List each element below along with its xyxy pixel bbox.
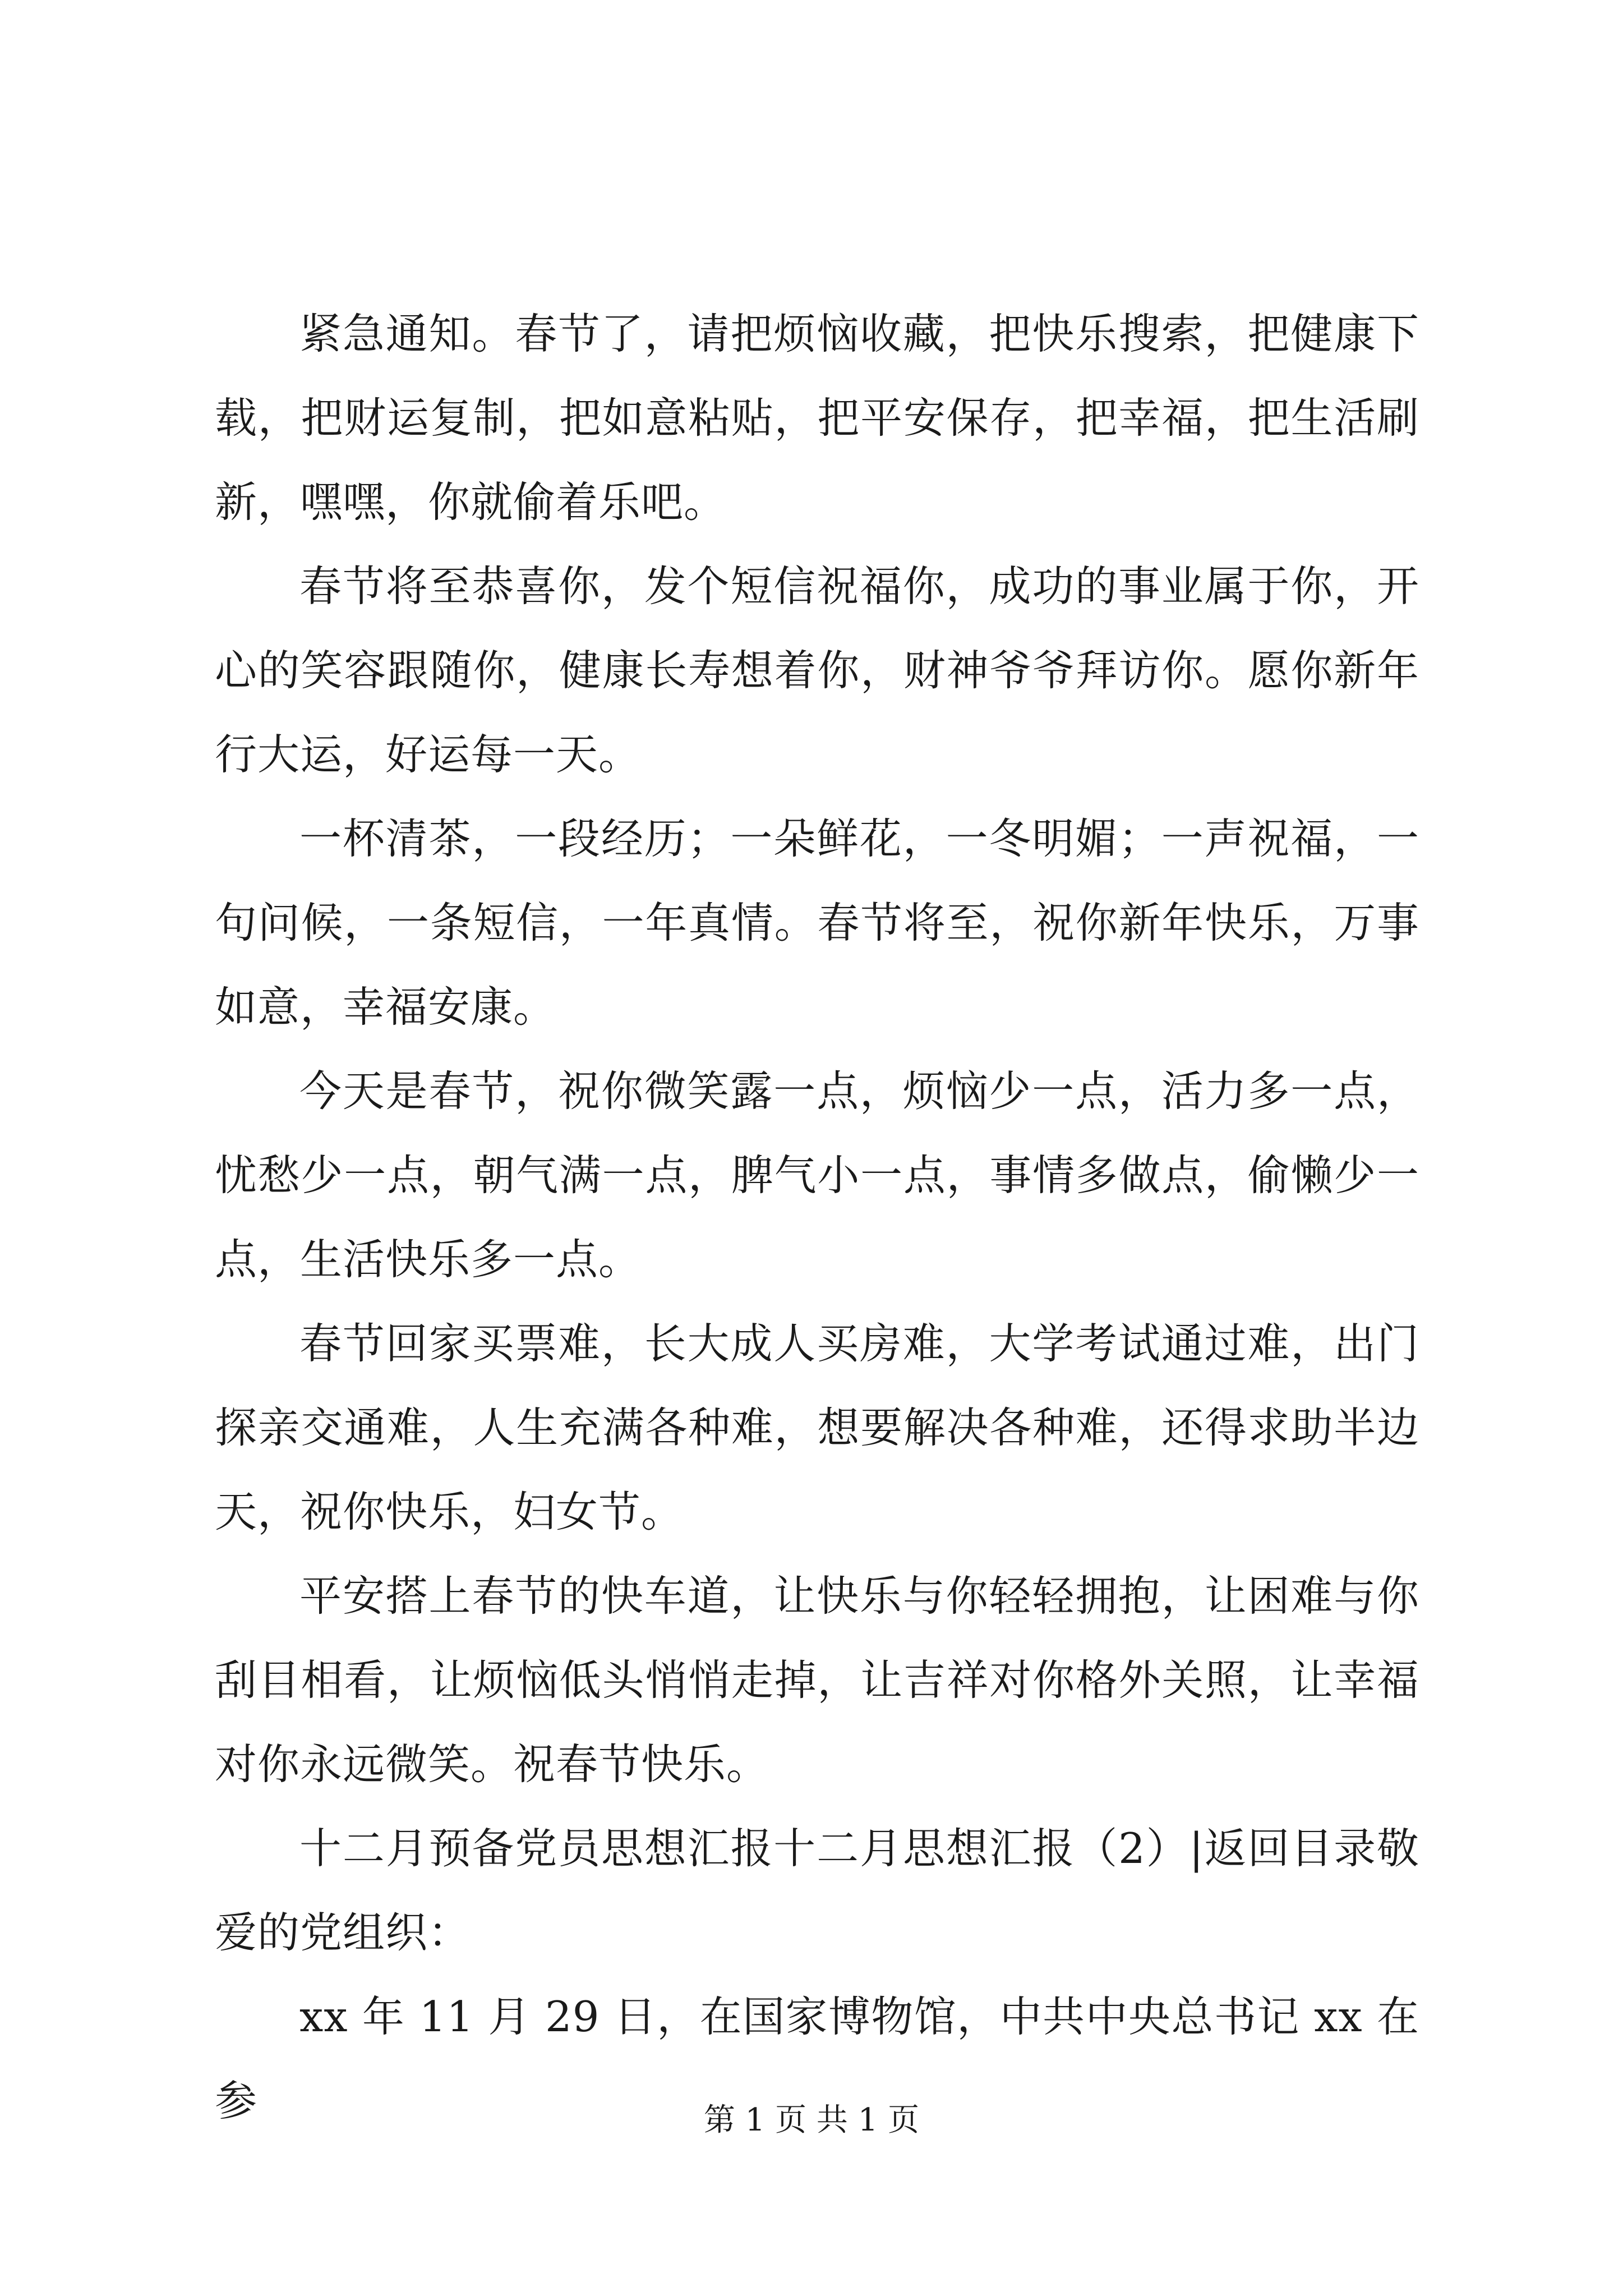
paragraph: 春节回家买票难，长大成人买房难，大学考试通过难，出门探亲交通难，人生充满各种难，想要解决各种难，还得求助半边天，祝你快乐，妇女节。 xyxy=(215,1319,1419,1536)
paragraph: 今天是春节，祝你微笑露一点，烦恼少一点，活力多一点，忧愁少一点，朝气满一点，脾气小一点，事情多做点，偷懒少一点，生活快乐多一点。 xyxy=(215,1066,1419,1284)
paragraph: 一杯清茶，一段经历；一朵鲜花，一冬明媚；一声祝福，一句问候，一条短信，一年真情。春节将至，祝你新年快乐，万事如意，幸福安康。 xyxy=(215,814,1419,1032)
page-number-footer: 第 1 页 共 1 页 xyxy=(703,2102,920,2138)
paragraph: 平安搭上春节的快车道，让快乐与你轻轻拥抱，让困难与你刮目相看，让烦恼低头悄悄走掉，让吉祥对你格外关照，让幸福对你永远微笑。祝春节快乐。 xyxy=(215,1571,1419,1789)
paragraph: 紧急通知。春节了，请把烦恼收藏，把快乐搜索，把健康下载，把财运复制，把如意粘贴，把平安保存，把幸福，把生活刷新，嘿嘿，你就偷着乐吧。 xyxy=(215,309,1419,527)
paragraph: 春节将至恭喜你，发个短信祝福你，成功的事业属于你，开心的笑容跟随你，健康长寿想着你，财神爷爷拜访你。愿你新年行大运，好运每一天。 xyxy=(215,562,1419,779)
paragraph: xx 年 11 月 29 日，在国家博物馆，中共中央总书记 xx 在参 xyxy=(215,1992,1419,2125)
paragraph: 十二月预备党员思想汇报十二月思想汇报（2）|返回目录敬爱的党组织： xyxy=(215,1824,1419,1957)
document-body xyxy=(215,292,1419,2143)
